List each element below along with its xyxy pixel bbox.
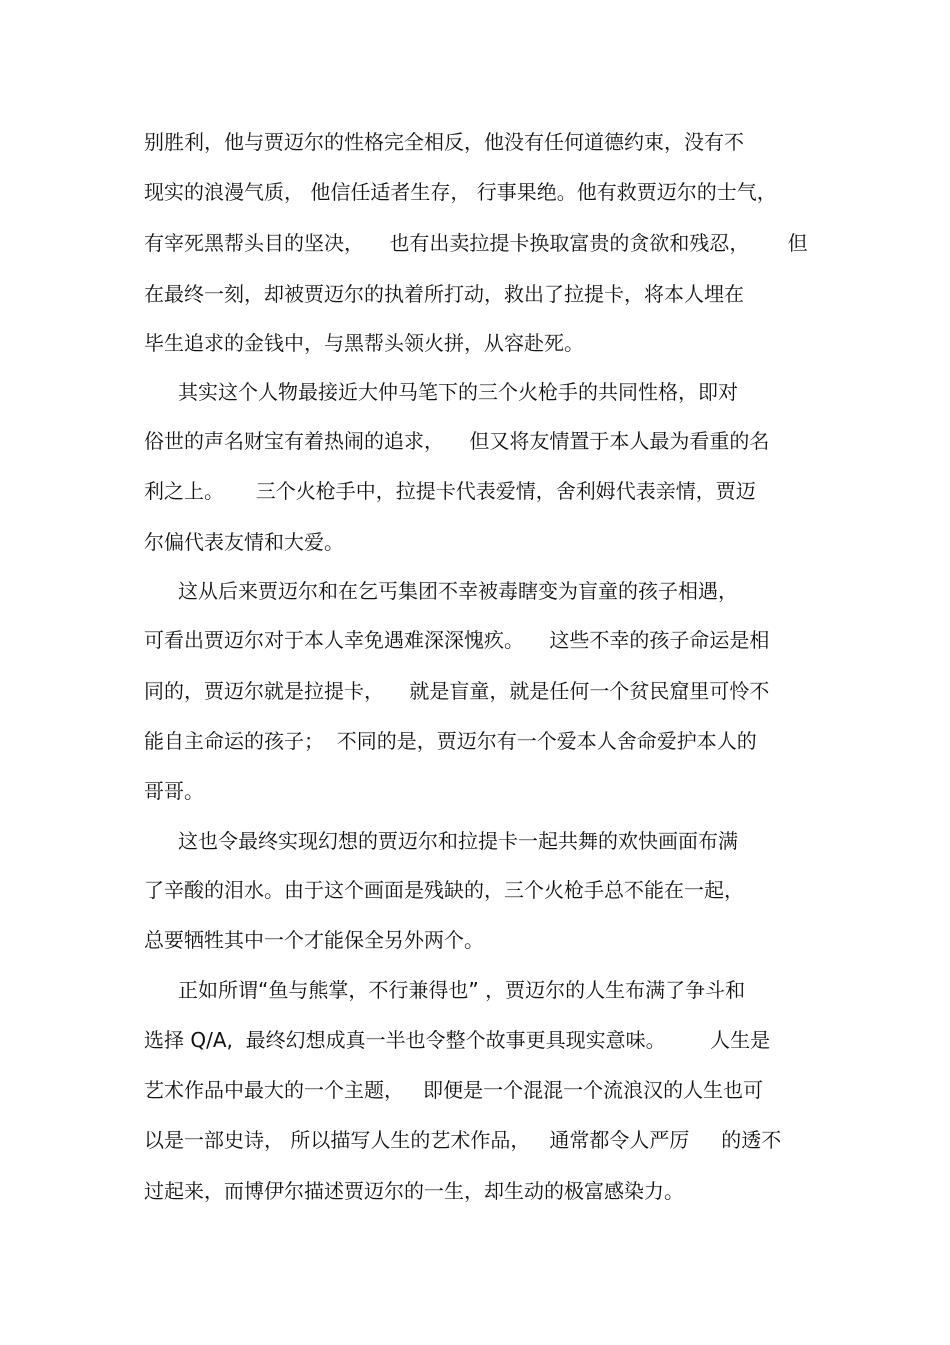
text-line: 同的，贾迈尔就是拉提卡， 就是盲童，就是任何一个贫民窟里可怜不 [144, 679, 770, 703]
text-line: 别胜利，他与贾迈尔的性格完全相反，他没有任何道德约束，没有不 [144, 130, 744, 154]
text-line: 过起来，而博伊尔描述贾迈尔的一生，却生动的极富感染力。 [144, 1179, 684, 1203]
text-line: 以是一部史诗， 所以描写人生的艺术作品， 通常都令人严厉 的透不 [144, 1128, 782, 1152]
text-line: 能自主命运的孩子； 不同的是，贾迈尔有一个爱本人舍命爱护本人的 [144, 729, 757, 753]
text-line: 其实这个人物最接近大仲马笔下的三个火枪手的共同性格，即对 [178, 380, 738, 404]
text-line: 这也令最终实现幻想的贾迈尔和拉提卡一起共舞的欢快画面布满 [178, 829, 738, 853]
text-line: 在最终一刻，却被贾迈尔的执着所打动，救出了拉提卡，将本人埋在 [144, 282, 744, 306]
text-line: 有宰死黑帮头目的坚决， 也有出卖拉提卡换取富贵的贪欲和残忍， 但 [144, 231, 808, 255]
text-line: 艺术作品中最大的一个主题， 即便是一个混混一个流浪汉的人生也可 [144, 1078, 764, 1102]
text-line: 现实的浪漫气质， 他信任适者生存， 行事果绝。他有救贾迈尔的士气， [144, 180, 777, 204]
text-line: 了辛酸的泪水。由于这个画面是残缺的，三个火枪手总不能在一起， [144, 878, 744, 902]
text-line: 正如所谓“鱼与熊掌，不行兼得也” ，贾迈尔的人生布满了争斗和 [178, 978, 746, 1002]
text-line: 可看出贾迈尔对于本人幸免遇难深深愧疚。 这些不幸的孩子命运是相 [144, 628, 770, 652]
text-line: 毕生追求的金钱中，与黑帮头领火拼，从容赴死。 [144, 331, 584, 355]
text-line: 总要牺牲其中一个才能保全另外两个。 [144, 928, 484, 952]
text-line: 俗世的声名财宝有着热闹的追求， 但又将友情置于本人最为看重的名 [144, 429, 770, 453]
text-line: 选择 Q/A, 最终幻想成真一半也令整个故事更具现实意味。 人生是 [144, 1028, 771, 1052]
text-line: 哥哥。 [144, 779, 204, 803]
text-line: 尔偏代表友情和大爱。 [144, 530, 344, 554]
text-line: 利之上。 三个火枪手中，拉提卡代表爱情，舍利姆代表亲情，贾迈 [144, 479, 756, 503]
text-line: 这从后来贾迈尔和在乞丐集团不幸被毒瞎变为盲童的孩子相遇， [178, 579, 738, 603]
